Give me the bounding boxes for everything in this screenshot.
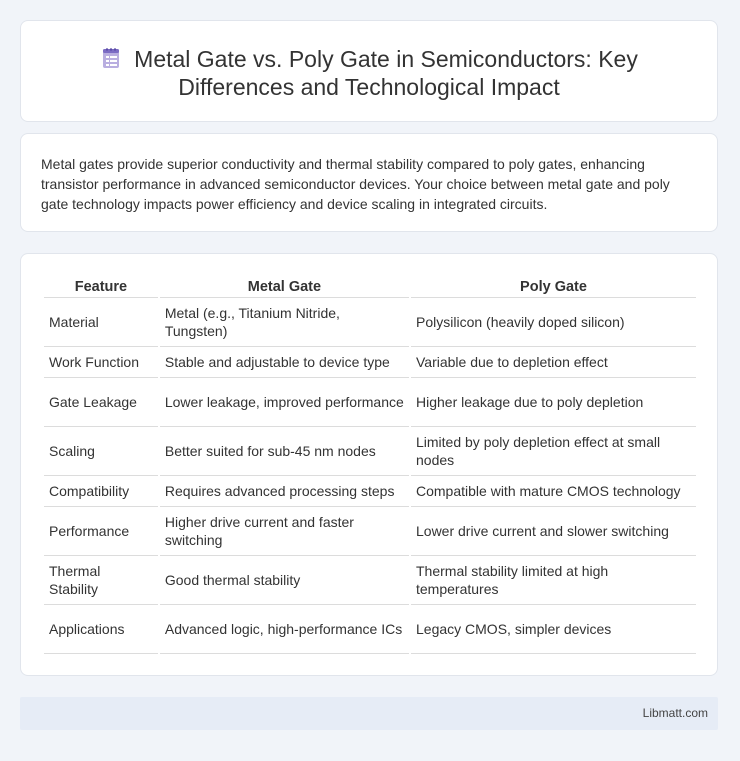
table-header-row bbox=[44, 276, 696, 298]
title-line-2: Differences and Technological Impact bbox=[178, 74, 560, 100]
cell-feature: Compatibility bbox=[44, 476, 158, 507]
cell-metal: Metal (e.g., Titanium Nitride, Tungsten) bbox=[160, 298, 409, 347]
cell-metal: Lower leakage, improved performance bbox=[160, 378, 409, 427]
comparison-table bbox=[42, 276, 698, 654]
footer-site-link[interactable]: Libmatt.com bbox=[642, 706, 708, 720]
cell-poly: Higher leakage due to poly depletion bbox=[411, 378, 696, 427]
header-feature: Feature bbox=[44, 276, 158, 298]
cell-feature: Work Function bbox=[44, 347, 158, 378]
footer-bar bbox=[20, 697, 718, 730]
cell-feature: Material bbox=[44, 298, 158, 347]
cell-feature: Scaling bbox=[44, 427, 158, 476]
table-row bbox=[44, 476, 696, 507]
cell-poly: Legacy CMOS, simpler devices bbox=[411, 605, 696, 654]
header-poly-gate: Poly Gate bbox=[411, 276, 696, 298]
table-row bbox=[44, 427, 696, 476]
cell-metal: Higher drive current and faster switching bbox=[160, 507, 409, 556]
cell-poly: Polysilicon (heavily doped silicon) bbox=[411, 298, 696, 347]
comparison-table-card bbox=[20, 253, 718, 676]
intro-paragraph: Metal gates provide superior conductivity and thermal stability compared to poly gates, enhancing transistor performance in advanced semiconductor devices. Your choice between metal gate and poly gate technology impacts power efficiency and device scaling in integrated circuits. bbox=[41, 156, 670, 212]
cell-poly: Thermal stability limited at high temperatures bbox=[411, 556, 696, 605]
table-row bbox=[44, 378, 696, 427]
cell-poly: Limited by poly depletion effect at small nodes bbox=[411, 427, 696, 476]
cell-metal: Stable and adjustable to device type bbox=[160, 347, 409, 378]
title-line-1: Metal Gate vs. Poly Gate in Semiconductors: Key bbox=[134, 46, 638, 72]
page-title bbox=[21, 45, 717, 101]
cell-poly: Variable due to depletion effect bbox=[411, 347, 696, 378]
document-icon bbox=[100, 47, 122, 69]
cell-metal: Good thermal stability bbox=[160, 556, 409, 605]
cell-poly: Lower drive current and slower switching bbox=[411, 507, 696, 556]
intro-card bbox=[20, 133, 718, 232]
table-row bbox=[44, 347, 696, 378]
cell-poly: Compatible with mature CMOS technology bbox=[411, 476, 696, 507]
header-metal-gate: Metal Gate bbox=[160, 276, 409, 298]
table-row bbox=[44, 556, 696, 605]
table-row bbox=[44, 605, 696, 654]
title-card bbox=[20, 20, 718, 122]
cell-feature: Thermal Stability bbox=[44, 556, 158, 605]
cell-feature: Gate Leakage bbox=[44, 378, 158, 427]
cell-metal: Better suited for sub-45 nm nodes bbox=[160, 427, 409, 476]
cell-metal: Advanced logic, high-performance ICs bbox=[160, 605, 409, 654]
cell-metal: Requires advanced processing steps bbox=[160, 476, 409, 507]
cell-feature: Applications bbox=[44, 605, 158, 654]
table-row bbox=[44, 507, 696, 556]
table-row bbox=[44, 298, 696, 347]
cell-feature: Performance bbox=[44, 507, 158, 556]
